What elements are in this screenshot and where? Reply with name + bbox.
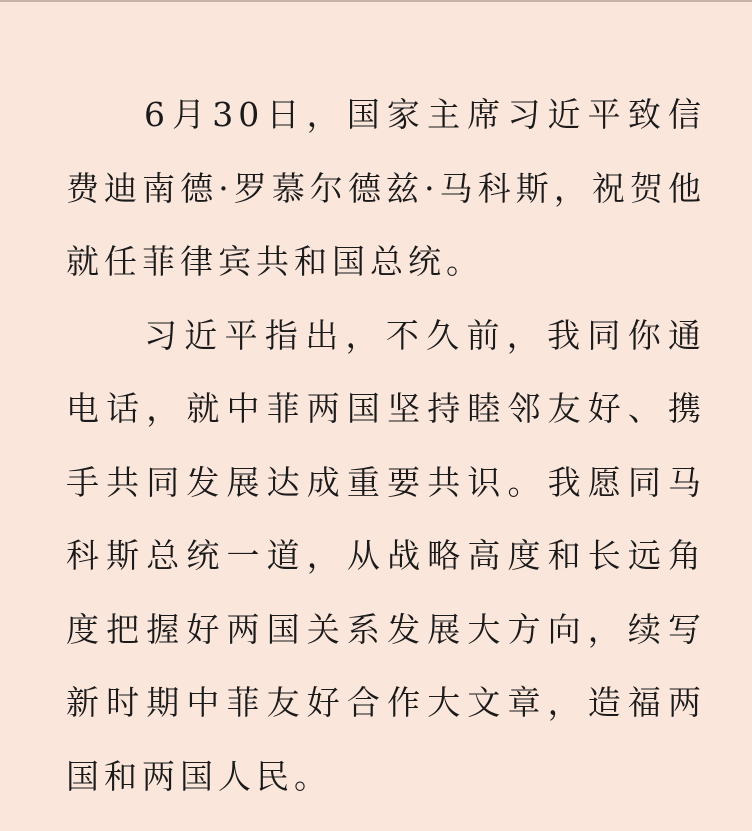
article-body	[66, 78, 706, 813]
paragraph-1: 6月30日，国家主席习近平致信费迪南德·罗慕尔德兹·马科斯，祝贺他就任菲律宾共和国总统。	[66, 95, 706, 281]
top-divider	[0, 0, 752, 2]
paragraph-2: 习近平指出，不久前，我同你通电话，就中菲两国坚持睦邻友好、携手共同发展达成重要共识。我愿同马科斯总统一道，从战略高度和长远角度把握好两国关系发展大方向，续写新时期中菲友好合作大文章，造福两国和两国人民。	[66, 315, 706, 796]
